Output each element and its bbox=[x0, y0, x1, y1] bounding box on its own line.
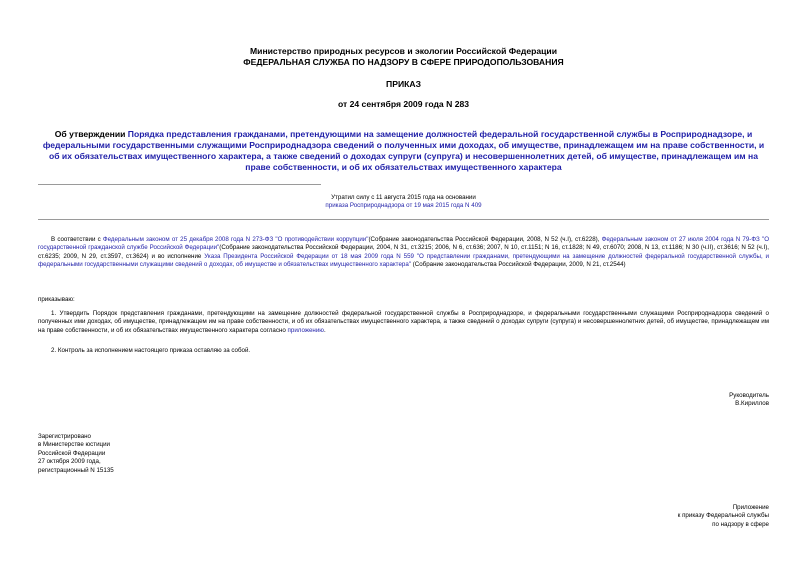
registration-line-4: 27 октября 2009 года, bbox=[38, 458, 101, 466]
preamble-text-2: (Собрание законодательства Российской Федерации, 2008, N 52 (ч.I), ст.6228), bbox=[368, 236, 602, 243]
order-item-1 bbox=[38, 310, 769, 335]
preamble-paragraph bbox=[38, 236, 769, 270]
signer-position: Руководитель bbox=[729, 392, 769, 399]
document-date: от 24 сентября 2009 года N 283 bbox=[337, 99, 470, 109]
registration-block bbox=[38, 433, 114, 475]
signer-name: В.Кириллов bbox=[735, 400, 769, 408]
signature-block bbox=[729, 392, 769, 409]
preamble-text-1: В соответствии с bbox=[51, 236, 103, 243]
order-item-2: 2. Контроль за исполнением настоящего приказа оставляю за собой. bbox=[51, 347, 251, 354]
title-prefix: Об утверждении bbox=[54, 129, 128, 139]
validity-note bbox=[38, 194, 769, 211]
anticorruption-law-link[interactable]: Федеральным законом от 25 декабря 2008 года N 273-ФЗ "О противодействии коррупции" bbox=[102, 236, 369, 243]
title-link[interactable]: Порядка представления гражданами, претендующими на замещение должностей федеральной государственной службы в Росприроднадзоре, и федеральными государственными служащими Росприроднадзора сведений о полученных ими доходах, об имуществе, принадлежащем им на праве собственности, и об их обязательствах имущественного характера, а также сведений о доходах супруги (супруга) и несовершеннолетних детей, об имуществе, принадлежащем им на праве собственности, и об их обязательствах имущественного характера bbox=[42, 129, 765, 172]
short-divider bbox=[38, 184, 321, 185]
registration-line-2: в Министерстве юстиции bbox=[38, 441, 111, 449]
service-name: ФЕДЕРАЛЬНАЯ СЛУЖБА ПО НАДЗОРУ В СФЕРЕ ПРИРОДОПОЛЬЗОВАНИЯ bbox=[243, 57, 564, 67]
document-type: ПРИКАЗ bbox=[386, 79, 421, 89]
document-title bbox=[38, 129, 769, 173]
presidential-decree-link[interactable]: Указа Президента Российской Федерации от 18 мая 2009 года N 559 "О представлении гражданами, претендующими на замещение должностей федеральной государственной службы, и федеральными государственными служащими сведений о доходах, об имуществе и обязательствах имущественного характера" bbox=[38, 252, 769, 269]
validity-link[interactable]: приказа Росприроднадзора от 19 мая 2015 года N 409 bbox=[325, 202, 482, 210]
appendix-heading bbox=[678, 504, 769, 529]
item-1-text: 1. Утвердить Порядок представления гражданами, претендующими на замещение должностей федеральной государственной службы в Росприроднадзоре, и федеральными государственными служащими Росприроднадзора сведений о полученных ими доходах, об имуществе, принадлежащем им на праве собственности, и об их обязательствах имущественного характера, а также сведений о доходах супруги (супруга) и несовершеннолетних детей, об имуществе, принадлежащем им на праве собственности, и об их обязательствах имущественного характера согласно bbox=[38, 310, 769, 334]
appendix-line-1: Приложение bbox=[732, 504, 769, 511]
preamble-text-3: (Собрание законодательства Российской Федерации, 2004, N 31, ст.3215; 2006, N 6, ст.636; 2007, N 10, ст.1151; N 16, ст.1828; N 49, ст.6070; 2008, N 13, ст.1186; N 30 (ч.II), ст.3616; N 52 (ч.I), ст.6235; 2009, N 29, ст.3597, ст.3624) и во исполнение bbox=[38, 244, 770, 260]
registration-line-5: регистрационный N 15135 bbox=[38, 466, 114, 474]
preamble-text-4: (Собрание законодательства Российской Федерации, 2009, N 21, ст.2544) bbox=[410, 261, 626, 269]
civil-service-law-link[interactable]: Федеральным законом от 27 июля 2004 года N 79-ФЗ "О государственной гражданской службе Российской Федерации" bbox=[38, 236, 770, 252]
item-1-end: . bbox=[323, 326, 326, 334]
appendix-link[interactable]: приложению bbox=[287, 326, 324, 334]
appendix-line-2: к приказу Федеральной службы bbox=[677, 512, 769, 520]
ministry-name: Министерство природных ресурсов и экологии Российской Федерации bbox=[250, 46, 557, 56]
order-word: приказываю: bbox=[38, 296, 75, 303]
appendix-line-3: по надзору в сфере bbox=[712, 520, 769, 528]
registration-line-1: Зарегистрировано bbox=[38, 433, 91, 440]
long-divider bbox=[38, 219, 769, 220]
registration-line-3: Российской Федерации bbox=[38, 449, 106, 457]
validity-line: Утратил силу с 11 августа 2015 года на основании bbox=[331, 194, 476, 201]
